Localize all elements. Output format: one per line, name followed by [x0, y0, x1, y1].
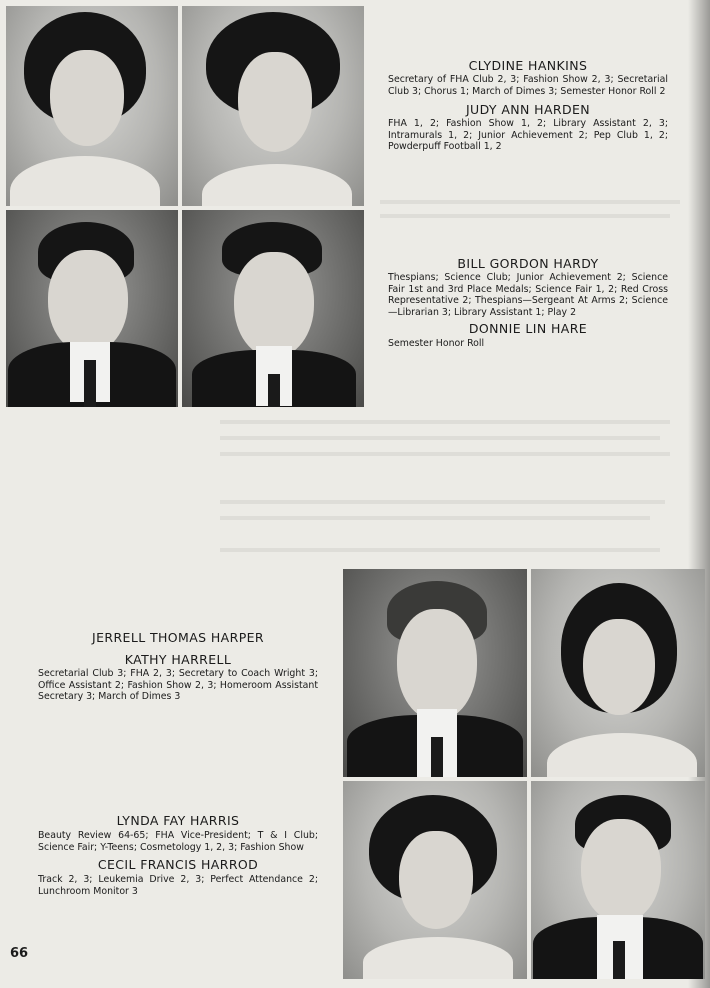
bleed-through-line [220, 516, 650, 520]
student-activities-cecil-francis-harrod: Track 2, 3; Leukemia Drive 2, 3; Perfect Attendance 2; Lunchroom Monitor 3 [38, 874, 318, 897]
bleed-through-line [220, 420, 670, 424]
portrait-photo-cecil-francis-harrod [531, 781, 705, 979]
portrait-photo-lynda-fay-harris [343, 781, 527, 979]
bleed-through-line [220, 500, 665, 504]
portrait-photo-clydine-hankins [6, 6, 178, 206]
student-activities-lynda-fay-harris: Beauty Review 64-65; FHA Vice-President; T & I Club; Science Fair; Y-Teens; Cosmetology 1, 2, 3; Fashion Show [38, 830, 318, 853]
student-activities-bill-gordon-hardy: Thespians; Science Club; Junior Achievement 2; Science Fair 1st and 3rd Place Medals; Science Fair 1, 2; Red Cross Representative 2; Thespians—Sergeant At Arms 2; Science—Librarian 3; Library Assistant 1; Play 2 [388, 272, 668, 318]
student-name-jerrell-thomas-harper: JERRELL THOMAS HARPER [91, 630, 265, 645]
bleed-through-line [380, 200, 680, 204]
portrait-photo-judy-ann-harden [182, 6, 364, 206]
portrait-photo-jerrell-thomas-harper [343, 569, 527, 777]
student-activities-judy-ann-harden: FHA 1, 2; Fashion Show 1, 2; Library Assistant 2, 3; Intramurals 1, 2; Junior Achievement 2; Pep Club 1, 2; Powderpuff Football 1, 2 [388, 118, 668, 153]
portrait-photo-donnie-lin-hare [182, 210, 364, 407]
student-name-lynda-fay-harris: LYNDA FAY HARRIS [116, 813, 240, 828]
student-name-judy-ann-harden: JUDY ANN HARDEN [465, 102, 591, 117]
portrait-photo-kathy-harrell [531, 569, 705, 777]
bleed-through-line [220, 436, 660, 440]
bleed-through-line [220, 452, 670, 456]
student-activities-donnie-lin-hare: Semester Honor Roll [388, 338, 485, 349]
page-number: 66 [10, 946, 29, 961]
student-name-clydine-hankins: CLYDINE HANKINS [468, 58, 588, 73]
bleed-through-line [380, 214, 670, 218]
student-name-donnie-lin-hare: DONNIE LIN HARE [468, 321, 588, 336]
bleed-through-line [220, 548, 660, 552]
student-name-kathy-harrell: KATHY HARRELL [124, 652, 232, 667]
portrait-photo-bill-gordon-hardy [6, 210, 178, 407]
student-activities-kathy-harrell: Secretarial Club 3; FHA 2, 3; Secretary to Coach Wright 3; Office Assistant 2; Fashion Show 2, 3; Homeroom Assistant Secretary 3; March of Dimes 3 [38, 668, 318, 703]
student-name-cecil-francis-harrod: CECIL FRANCIS HARROD [97, 857, 259, 872]
student-activities-clydine-hankins: Secretary of FHA Club 2, 3; Fashion Show 2, 3; Secretarial Club 3; Chorus 1; March of Dimes 3; Semester Honor Roll 2 [388, 74, 668, 97]
student-name-bill-gordon-hardy: BILL GORDON HARDY [457, 256, 599, 271]
